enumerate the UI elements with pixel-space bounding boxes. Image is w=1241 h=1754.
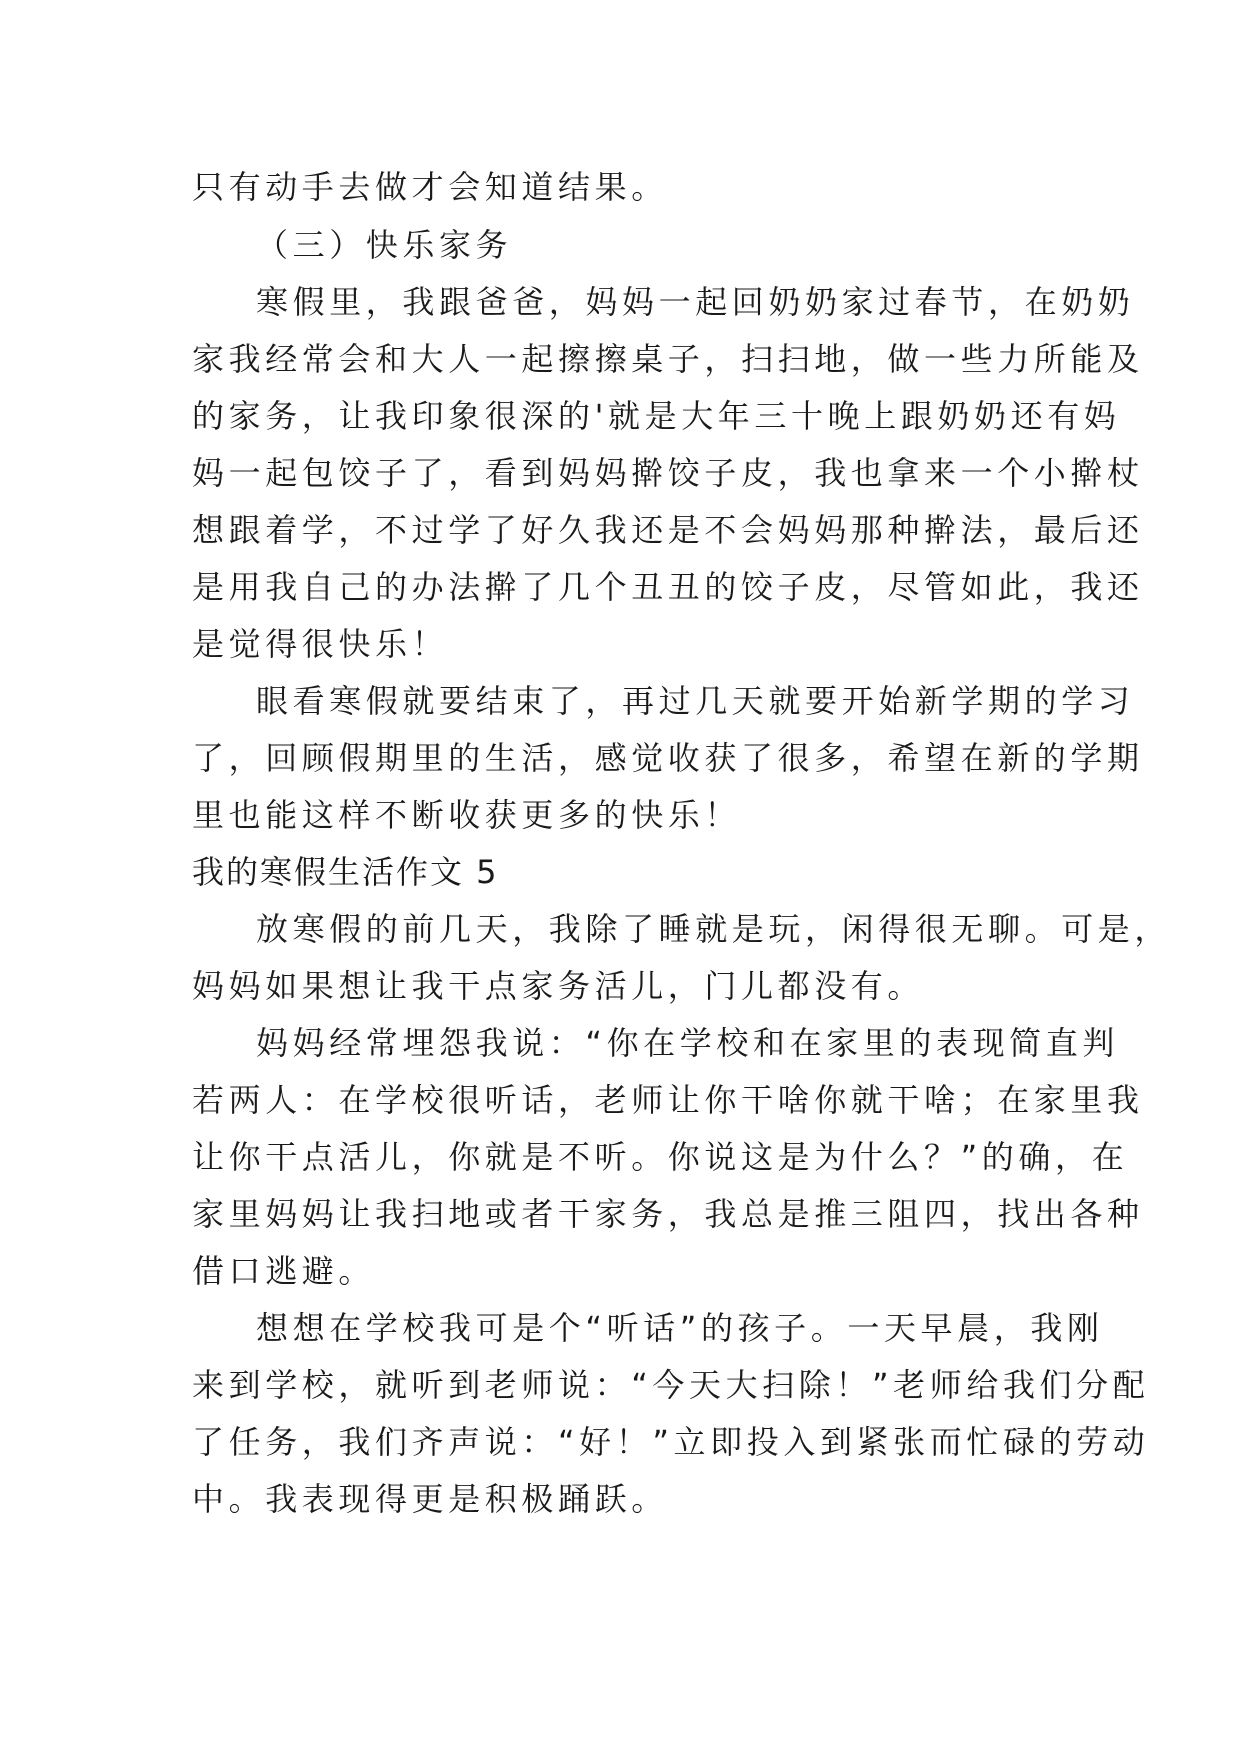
body-text-line: 的家务，让我印象很深的'就是大年三十晚上跟奶奶还有妈 xyxy=(192,397,1121,435)
paragraph-first-line: 放寒假的前几天，我除了睡就是玩，闲得很无聊。可是， xyxy=(256,910,1172,948)
paragraph-first-line: 想想在学校我可是个“听话”的孩子。一天早晨，我刚 xyxy=(256,1309,1104,1347)
body-text-line: 了任务，我们齐声说：“好！”立即投入到紧张而忙碌的劳动 xyxy=(192,1423,1150,1461)
body-text-line: 妈一起包饺子了，看到妈妈擀饺子皮，我也拿来一个小擀杖 xyxy=(192,454,1144,492)
body-text-line: 来到学校，就听到老师说：“今天大扫除！”老师给我们分配 xyxy=(192,1366,1150,1404)
body-text-line: 让你干点活儿，你就是不听。你说这是为什么？”的确，在 xyxy=(192,1138,1129,1176)
essay-title: 我的寒假生活作文 5 xyxy=(192,853,499,891)
body-text-line: 若两人：在学校很听话，老师让你干啥你就干啥；在家里我 xyxy=(192,1081,1144,1119)
body-text-line: 妈妈如果想让我干点家务活儿，门儿都没有。 xyxy=(192,967,925,1005)
paragraph-first-line: 妈妈经常埋怨我说：“你在学校和在家里的表现简直判 xyxy=(256,1024,1119,1062)
body-text-line: 了，回顾假期里的生活，感觉收获了很多，希望在新的学期 xyxy=(192,739,1144,777)
body-text-line: 家我经常会和大人一起擦擦桌子，扫扫地，做一些力所能及 xyxy=(192,340,1144,378)
body-text-line: 想跟着学，不过学了好久我还是不会妈妈那种擀法，最后还 xyxy=(192,511,1144,549)
body-text-line: 借口逃避。 xyxy=(192,1252,376,1290)
paragraph-first-line: 寒假里，我跟爸爸，妈妈一起回奶奶家过春节，在奶奶 xyxy=(256,283,1135,321)
body-text-line: 家里妈妈让我扫地或者干家务，我总是推三阻四，找出各种 xyxy=(192,1195,1144,1233)
body-text-line: 是觉得很快乐！ xyxy=(192,625,449,663)
section-heading: （三）快乐家务 xyxy=(256,226,513,264)
body-text-line: 只有动手去做才会知道结果。 xyxy=(192,168,668,206)
body-text-line: 中。我表现得更是积极踊跃。 xyxy=(192,1480,668,1518)
body-text-line: 是用我自己的办法擀了几个丑丑的饺子皮，尽管如此，我还 xyxy=(192,568,1144,606)
body-text-line: 里也能这样不断收获更多的快乐！ xyxy=(192,796,742,834)
paragraph-first-line: 眼看寒假就要结束了，再过几天就要开始新学期的学习 xyxy=(256,682,1135,720)
